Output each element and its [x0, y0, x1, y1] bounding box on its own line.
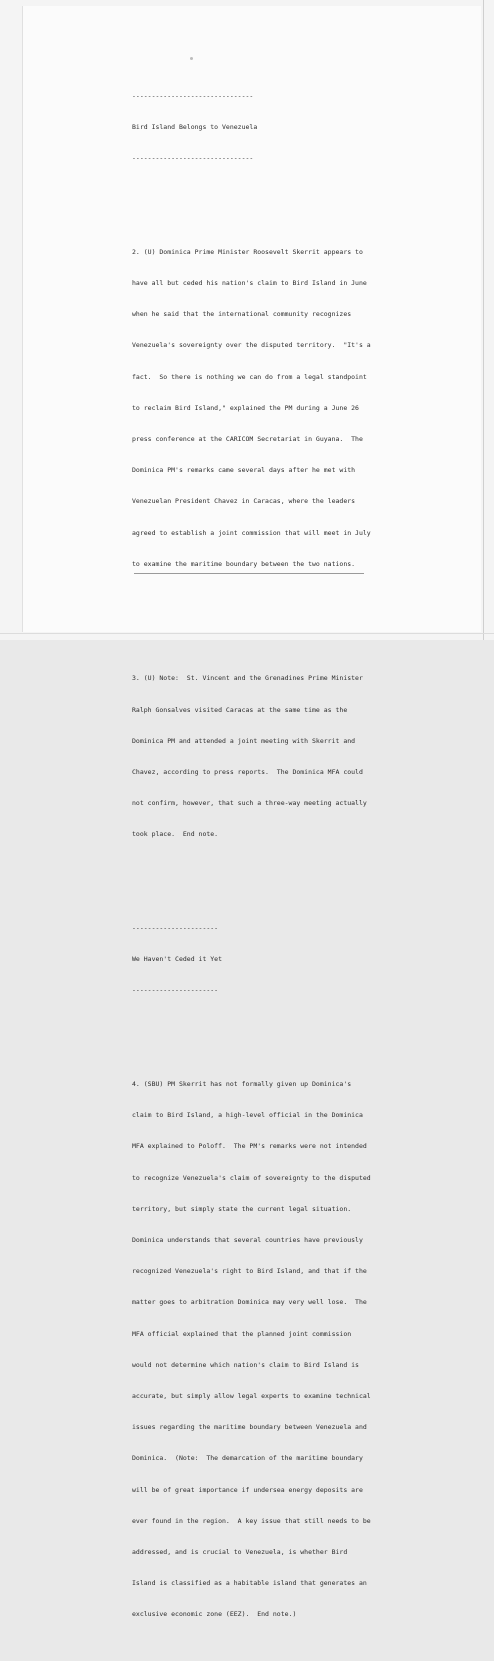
paragraph-line: claim to Bird Island, a high-level official in the Dominica	[132, 1111, 363, 1120]
section-heading-not-ceded: We Haven't Ceded it Yet	[132, 955, 223, 964]
section-rule-top: ----------------------	[132, 923, 219, 932]
paragraph-line: to recognize Venezuela's claim of sovereignty to the disputed	[132, 1173, 371, 1182]
paragraph-line: to reclaim Bird Island," explained the PM during a June 26	[132, 403, 359, 412]
paragraph-line: Chavez, according to press reports. The Dominica MFA could	[132, 767, 363, 776]
paragraph-line: Dominica understands that several countries have previously	[132, 1236, 363, 1244]
paragraph-line: took place. End note.	[132, 830, 219, 839]
paragraph-line: Ralph Gonsalves visited Caracas at the same time as the	[132, 705, 348, 714]
paragraph-line: Dominica PM's remarks came several days after he met with	[132, 466, 356, 475]
section-heading-bird-island: Bird Island Belongs to Venezuela	[132, 123, 258, 132]
paragraph-line: have all but ceded his nation's claim to Bird Island in June	[132, 279, 367, 288]
paragraph-line: exclusive economic zone (EEZ). End note.)	[132, 1610, 297, 1619]
paragraph-3	[132, 653, 480, 861]
section-rule-bottom: ----------------------	[132, 986, 219, 995]
paragraph-line: MFA explained to Poloff. The PM's remarks were not intended	[132, 1142, 367, 1151]
paragraph-line: ever found in the region. A key issue that still needs to be	[132, 1516, 371, 1525]
paragraph-line: Dominica PM and attended a joint meeting with Skerrit and	[132, 736, 356, 745]
paragraph-line: would not determine which nation's claim to Bird Island is	[132, 1360, 359, 1369]
paragraph-line: accurate, but simply allow legal experts to examine technical	[132, 1392, 371, 1401]
paragraph-line: recognized Venezuela's right to Bird Island, and that if the	[132, 1267, 367, 1276]
bottom-divider-line	[134, 573, 364, 574]
paragraph-line: fact. So there is nothing we can do from a legal standpoint	[132, 372, 367, 381]
paragraph-2	[132, 226, 480, 590]
paragraph-line: press conference at the CARICOM Secretariat in Guyana. The	[132, 435, 363, 444]
paragraph-line: when he said that the international community recognizes	[132, 310, 352, 319]
paragraph-line: not confirm, however, that such a three-way meeting actually	[132, 799, 367, 808]
paragraph-line: to examine the maritime boundary between the two nations.	[132, 559, 356, 568]
paragraph-4	[132, 1058, 480, 1640]
paragraph-line: MFA official explained that the planned joint commission	[132, 1329, 352, 1338]
scan-speck	[190, 57, 193, 60]
paragraph-line: territory, but simply state the current legal situation.	[132, 1204, 352, 1213]
paragraph-line: 3. (U) Note: St. Vincent and the Grenadines Prime Minister	[132, 674, 363, 683]
paragraph-line: Venezuelan President Chavez in Caracas, where the leaders	[132, 497, 356, 506]
paragraph-line: 4. (SBU) PM Skerrit has not formally given up Dominica's	[132, 1079, 352, 1088]
section-rule-top: -------------------------------	[132, 91, 254, 100]
paragraph-line: agreed to establish a joint commission that will meet in July	[132, 528, 371, 537]
scan-edge-right	[483, 0, 484, 640]
paragraph-line: will be of great importance if undersea energy deposits are	[132, 1485, 363, 1494]
section-rule-bottom: -------------------------------	[132, 154, 254, 163]
paragraph-line: Dominica. (Note: The demarcation of the maritime boundary	[132, 1454, 363, 1463]
paragraph-line: Island is classified as a habitable island that generates an	[132, 1579, 367, 1588]
paragraph-line: addressed, and is crucial to Venezuela, is whether Bird	[132, 1548, 348, 1557]
paragraph-line: matter goes to arbitration Dominica may very well lose. The	[132, 1298, 367, 1307]
paragraph-line: issues regarding the maritime boundary between Venezuela and	[132, 1423, 367, 1432]
paragraph-line: 2. (U) Dominica Prime Minister Roosevelt Skerrit appears to	[132, 247, 363, 256]
document-body	[132, 70, 480, 1661]
paragraph-line: Venezuela's sovereignty over the disputed territory. "It's a	[132, 341, 371, 350]
